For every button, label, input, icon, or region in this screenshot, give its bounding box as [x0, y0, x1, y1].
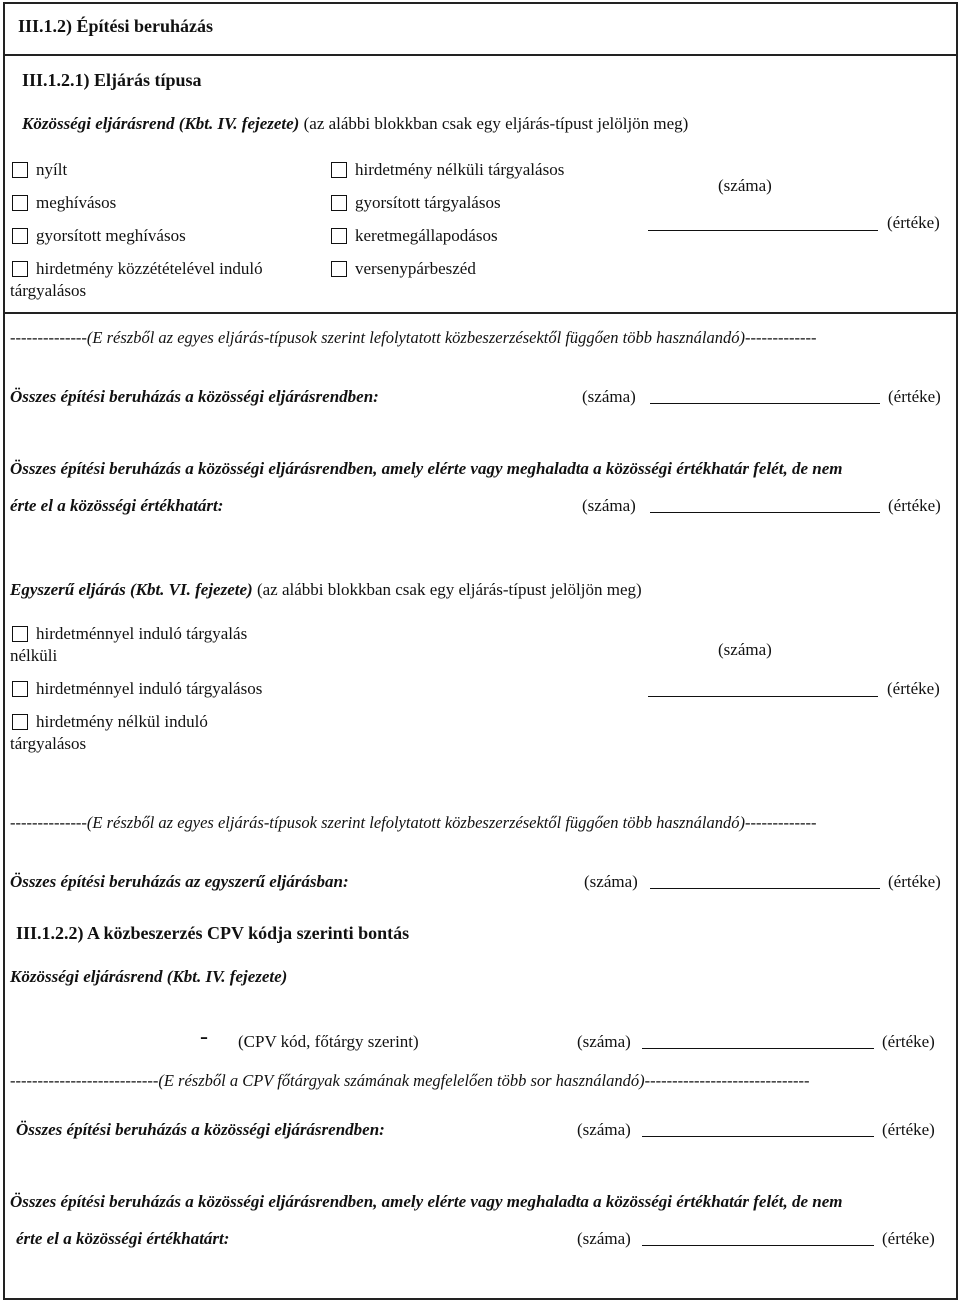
totals-simple-label: Összes építési beruházás az egyszerű eljárásban: [10, 872, 349, 891]
community-heading-bold: Közösségi eljárásrend (Kbt. IV. fejezete) [22, 114, 300, 133]
cpv-half-label-cont: érte el a közösségi értékhatárt: [16, 1229, 230, 1248]
dashed-note: --------------(E részből az egyes eljárás-típusok szerint lefolytatott közbeszerzésektől függően több használandó)------------- [10, 328, 817, 347]
checkbox-hirdetmeny-kozzetetelevel[interactable] [12, 261, 28, 277]
option-label: versenypárbeszéd [355, 259, 476, 278]
community-heading-note: (az alábbi blokkban csak egy eljárás-típust jelöljön meg) [299, 114, 689, 133]
simple-heading-note: (az alábbi blokkban csak egy eljárás-típust jelöljön meg) [252, 580, 642, 599]
option-label: gyorsított tárgyalásos [355, 193, 501, 212]
szama-label: (száma) [577, 1229, 631, 1248]
erteke-label: (értéke) [882, 1032, 935, 1051]
community-heading [22, 114, 688, 134]
szama-label: (száma) [584, 872, 638, 891]
checkbox-meghivasos[interactable] [12, 195, 28, 211]
erteke-label: (értéke) [888, 387, 941, 406]
totals-half-label-cont: érte el a közösségi értékhatárt: [10, 496, 224, 515]
erteke-label: (értéke) [888, 496, 941, 515]
checkbox-hirdetmeny-nelkuli[interactable] [331, 162, 347, 178]
value-line[interactable] [648, 696, 878, 697]
option-label: hirdetmény nélkül induló [36, 712, 208, 731]
option-label: hirdetménnyel induló tárgyalás [36, 624, 248, 643]
option-label-cont: tárgyalásos [10, 734, 87, 753]
option-label: gyorsított meghívásos [36, 226, 186, 245]
szama-label: (száma) [582, 387, 636, 406]
dashed-note: --------------(E részből az egyes eljárás-típusok szerint lefolytatott közbeszerzésektől függően több használandó)------------- [10, 813, 817, 832]
szama-label: (száma) [582, 496, 636, 515]
simple-heading [10, 580, 642, 600]
erteke-label: (értéke) [888, 872, 941, 891]
cpv-subheading: Közösségi eljárásrend (Kbt. IV. fejezete) [10, 967, 288, 986]
option-label: meghívásos [36, 193, 117, 212]
option-label: nyílt [36, 160, 68, 179]
szama-label: (száma) [718, 640, 772, 659]
checkbox-gyorsitott-targyalasos[interactable] [331, 195, 347, 211]
totals-half-label: Összes építési beruházás a közösségi eljárásrendben, amely elérte vagy meghaladta a közösségi értékhatár felét, de nem [10, 459, 843, 478]
value-line[interactable] [642, 1245, 874, 1246]
option-label: keretmegállapodásos [355, 226, 498, 245]
checkbox-hirdetmeny-nelkul-indulo[interactable] [12, 714, 28, 730]
section-divider [3, 312, 958, 314]
checkbox-versenyparbeszed[interactable] [331, 261, 347, 277]
checkbox-hirdetmennyel-indulo[interactable] [12, 681, 28, 697]
section-title: III.1.2) Építési beruházás [18, 16, 214, 36]
value-line[interactable] [642, 1136, 874, 1137]
value-line[interactable] [648, 230, 878, 231]
value-line[interactable] [642, 1048, 874, 1049]
erteke-label: (értéke) [882, 1229, 935, 1248]
cpv-half-label: Összes építési beruházás a közösségi eljárásrendben, amely elérte vagy meghaladta a közösségi értékhatár felét, de nem [10, 1192, 843, 1211]
erteke-label: (értéke) [887, 679, 940, 698]
value-line[interactable] [650, 512, 880, 513]
option-label-cont: tárgyalásos [10, 281, 87, 300]
simple-heading-bold: Egyszerű eljárás (Kbt. VI. fejezete) [10, 580, 253, 599]
erteke-label: (értéke) [882, 1120, 935, 1139]
checkbox-hirdetmennyel-indulo-nelkuli[interactable] [12, 626, 28, 642]
cpv-label: (CPV kód, főtárgy szerint) [238, 1032, 419, 1051]
checkbox-gyorsitott-meghivasos[interactable] [12, 228, 28, 244]
totals-community-label: Összes építési beruházás a közösségi eljárásrendben: [10, 387, 379, 406]
dashed-note: ---------------------------(E részből a CPV főtárgyak számának megfelelően több sor használandó)------------------------------ [10, 1071, 810, 1090]
erteke-label: (értéke) [887, 213, 940, 232]
option-label: hirdetmény nélküli tárgyalásos [355, 160, 565, 179]
option-label-cont: nélküli [10, 646, 58, 665]
option-label: hirdetmény közzétételével induló [36, 259, 263, 278]
szama-label: (száma) [577, 1032, 631, 1051]
cpv-dash: - [200, 1024, 208, 1050]
cpv-heading: III.1.2.2) A közbeszerzés CPV kódja szerinti bontás [16, 923, 410, 943]
checkbox-keretmegallapodasos[interactable] [331, 228, 347, 244]
value-line[interactable] [650, 403, 880, 404]
szama-label: (száma) [577, 1120, 631, 1139]
checkbox-nyilt[interactable] [12, 162, 28, 178]
subsection-title: III.1.2.1) Eljárás típusa [22, 70, 202, 90]
option-label: hirdetménnyel induló tárgyalásos [36, 679, 263, 698]
value-line[interactable] [650, 888, 880, 889]
cpv-totals-label: Összes építési beruházás a közösségi eljárásrendben: [16, 1120, 385, 1139]
szama-label: (száma) [718, 176, 772, 195]
header-divider [3, 54, 958, 56]
